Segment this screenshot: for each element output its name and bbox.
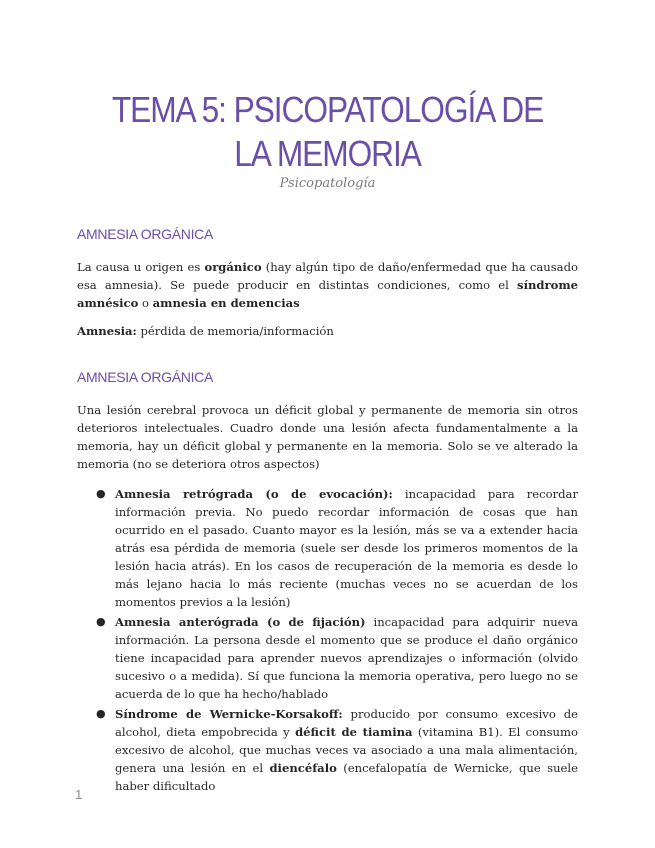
list-item: ● Amnesia retrógrada (o de evocación): incapacidad para recordar información previa. No puedo recordar información de cosas que han ocurrido en el pasado. Cuanto mayor es la lesión, más se va a extender hacia atrás esa pérdida de memoria (suele ser desde los primeros momentos de la lesión hacia atrás). En los casos de recuperación de la memoria es desde lo más lejano hacia lo más reciente (muchas veces no se acuerdan de los momentos previos a la lesión) <box>96 487 578 609</box>
section-1-paragraph-2: Amnesia: pérdida de memoria/información <box>77 324 334 338</box>
bullet-icon: ● <box>96 615 106 628</box>
bullet-icon: ● <box>96 707 106 720</box>
list-item: ● Síndrome de Wernicke-Korsakoff: producido por consumo excesivo de alcohol, dieta empobrecida y déficit de tiamina (vitamina B1). El consumo excesivo de alcohol, que muchas veces va asociado a una mala alimentación, genera una lesión en el diencéfalo (encefalopatía de Wernicke, que suele haber dificultado <box>96 707 578 793</box>
section-1-paragraph-1: La causa u origen es orgánico (hay algún tipo de daño/enfermedad que ha causado esa amnesia). Se puede producir en distintas condiciones, como el síndrome amnésico o amnesia en demencias <box>77 260 579 310</box>
bullet-list <box>77 485 578 797</box>
page-subtitle: Psicopatología <box>279 176 376 191</box>
bullet-icon: ● <box>96 487 106 500</box>
section-2-paragraph-1: Una lesión cerebral provoca un déficit global y permanente de memoria sin otros deterioros intelectuales. Cuadro donde una lesión afecta fundamentalmente a la memoria, hay un déficit global y permanente en la memoria. Solo se ve alterado la memoria (no se deteriora otros aspectos) <box>77 403 578 471</box>
section-heading-1: AMNESIA ORGÁNICA <box>77 226 214 242</box>
page-title: TEMA 5: PSICOPATOLOGÍA DE LA MEMORIA <box>111 89 544 174</box>
page-number: 1 <box>75 787 83 802</box>
section-heading-2: AMNESIA ORGÁNICA <box>77 369 214 385</box>
list-item: ● Amnesia anterógrada (o de fijación) incapacidad para adquirir nueva información. La persona desde el momento que se produce el daño orgánico tiene incapacidad para aprender nuevos aprendizajes o información (olvido sucesivo o a medida). Sí que funciona la memoria operativa, pero luego no se acuerda de lo que ha hecho/hablado <box>96 615 578 701</box>
